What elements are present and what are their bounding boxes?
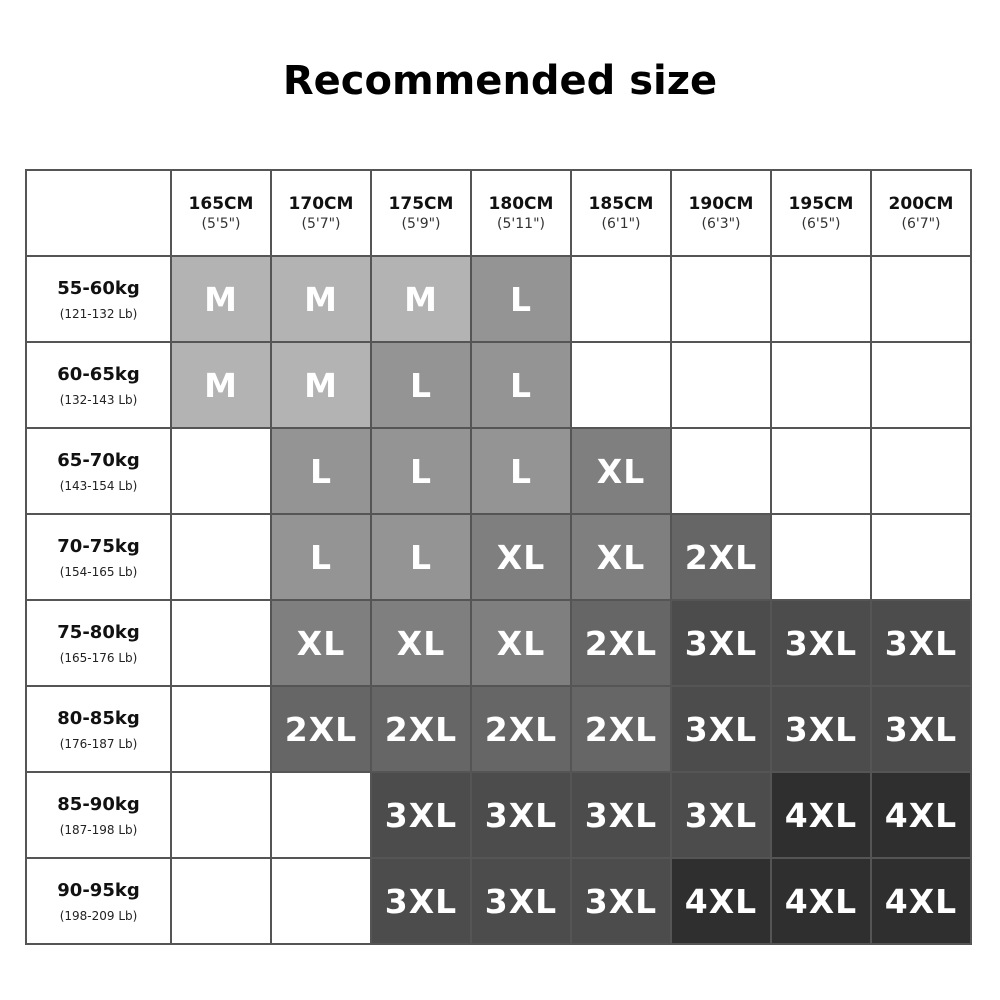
- row-lb: (198-209 Lb): [59, 908, 138, 923]
- size-chart-table: [25, 169, 972, 945]
- row-header: [26, 600, 171, 686]
- size-cell: 3XL: [671, 600, 771, 686]
- size-cell: 2XL: [371, 686, 471, 772]
- size-cell: L: [471, 428, 571, 514]
- column-header-190: [671, 170, 771, 256]
- size-cell: M: [171, 256, 271, 342]
- row-kg: 75-80kg: [57, 621, 140, 643]
- size-cell: [771, 514, 871, 600]
- column-header-200: [871, 170, 971, 256]
- size-cell: L: [471, 256, 571, 342]
- column-ft: (6'1"): [601, 216, 641, 232]
- size-cell: 3XL: [871, 600, 971, 686]
- size-cell: [671, 428, 771, 514]
- size-cell: M: [271, 256, 371, 342]
- column-ft: (5'5"): [201, 216, 241, 232]
- size-cell: M: [171, 342, 271, 428]
- size-cell: XL: [571, 514, 671, 600]
- row-header: [26, 686, 171, 772]
- size-cell: L: [371, 342, 471, 428]
- row-header: [26, 858, 171, 944]
- size-cell: [271, 772, 371, 858]
- size-cell: 3XL: [771, 686, 871, 772]
- size-cell: 3XL: [371, 772, 471, 858]
- size-cell: M: [371, 256, 471, 342]
- row-kg: 70-75kg: [57, 535, 140, 557]
- column-cm: 200CM: [888, 194, 954, 214]
- size-cell: M: [271, 342, 371, 428]
- size-cell: 4XL: [771, 858, 871, 944]
- size-cell: 2XL: [671, 514, 771, 600]
- size-cell: [871, 514, 971, 600]
- size-cell: [171, 514, 271, 600]
- size-cell: 2XL: [471, 686, 571, 772]
- column-ft: (6'5"): [801, 216, 841, 232]
- column-header-185: [571, 170, 671, 256]
- header-row: [26, 170, 971, 256]
- row-kg: 60-65kg: [57, 363, 140, 385]
- page-title: Recommended size: [282, 58, 718, 104]
- row-lb: (154-165 Lb): [59, 564, 138, 579]
- row-header: [26, 514, 171, 600]
- table-row: [26, 256, 971, 342]
- size-cell: L: [371, 514, 471, 600]
- table-row: [26, 858, 971, 944]
- row-header: [26, 772, 171, 858]
- column-header-180: [471, 170, 571, 256]
- size-cell: 3XL: [371, 858, 471, 944]
- row-lb: (132-143 Lb): [59, 392, 138, 407]
- size-cell: 4XL: [671, 858, 771, 944]
- size-cell: [171, 686, 271, 772]
- row-kg: 85-90kg: [57, 793, 140, 815]
- size-cell: [571, 256, 671, 342]
- size-cell: XL: [371, 600, 471, 686]
- size-cell: [671, 342, 771, 428]
- size-cell: L: [471, 342, 571, 428]
- size-cell: [871, 428, 971, 514]
- size-cell: 2XL: [571, 600, 671, 686]
- column-ft: (6'7"): [901, 216, 941, 232]
- row-header: [26, 256, 171, 342]
- column-ft: (5'9"): [401, 216, 441, 232]
- size-cell: L: [371, 428, 471, 514]
- size-cell: 3XL: [771, 600, 871, 686]
- column-header-175: [371, 170, 471, 256]
- column-header-165: [171, 170, 271, 256]
- size-cell: 3XL: [871, 686, 971, 772]
- size-cell: [871, 256, 971, 342]
- size-cell: [771, 342, 871, 428]
- corner-cell: [26, 170, 171, 256]
- row-header: [26, 428, 171, 514]
- table-row: [26, 514, 971, 600]
- row-lb: (165-176 Lb): [59, 650, 138, 665]
- size-cell: 4XL: [871, 772, 971, 858]
- row-kg: 80-85kg: [57, 707, 140, 729]
- size-cell: [871, 342, 971, 428]
- column-cm: 175CM: [388, 194, 454, 214]
- size-cell: XL: [471, 600, 571, 686]
- size-cell: [171, 858, 271, 944]
- table-row: [26, 686, 971, 772]
- size-cell: [771, 428, 871, 514]
- row-header: [26, 342, 171, 428]
- size-cell: L: [271, 514, 371, 600]
- row-kg: 90-95kg: [57, 879, 140, 901]
- column-cm: 165CM: [188, 194, 254, 214]
- size-cell: 3XL: [471, 772, 571, 858]
- table-row: [26, 600, 971, 686]
- row-lb: (143-154 Lb): [59, 478, 138, 493]
- size-cell: L: [271, 428, 371, 514]
- size-cell: XL: [571, 428, 671, 514]
- size-cell: 3XL: [671, 772, 771, 858]
- table-row: [26, 428, 971, 514]
- size-cell: 3XL: [571, 772, 671, 858]
- size-cell: [171, 600, 271, 686]
- column-cm: 190CM: [688, 194, 754, 214]
- size-cell: [271, 858, 371, 944]
- size-cell: XL: [471, 514, 571, 600]
- row-lb: (187-198 Lb): [59, 822, 138, 837]
- column-header-195: [771, 170, 871, 256]
- size-cell: XL: [271, 600, 371, 686]
- size-cell: [671, 256, 771, 342]
- column-ft: (5'7"): [301, 216, 341, 232]
- row-lb: (176-187 Lb): [59, 736, 138, 751]
- column-ft: (6'3"): [701, 216, 741, 232]
- size-cell: 2XL: [571, 686, 671, 772]
- row-kg: 65-70kg: [57, 449, 140, 471]
- size-cell: 4XL: [871, 858, 971, 944]
- size-cell: [771, 256, 871, 342]
- size-cell: [171, 428, 271, 514]
- size-cell: 2XL: [271, 686, 371, 772]
- size-cell: 3XL: [471, 858, 571, 944]
- size-cell: 4XL: [771, 772, 871, 858]
- size-cell: [571, 342, 671, 428]
- row-lb: (121-132 Lb): [59, 306, 138, 321]
- table-row: [26, 772, 971, 858]
- size-cell: 3XL: [671, 686, 771, 772]
- column-cm: 185CM: [588, 194, 654, 214]
- column-ft: (5'11"): [497, 216, 545, 232]
- column-header-170: [271, 170, 371, 256]
- row-kg: 55-60kg: [57, 277, 140, 299]
- table-row: [26, 342, 971, 428]
- size-cell: [171, 772, 271, 858]
- column-cm: 195CM: [788, 194, 854, 214]
- column-cm: 180CM: [488, 194, 554, 214]
- size-cell: 3XL: [571, 858, 671, 944]
- column-cm: 170CM: [288, 194, 354, 214]
